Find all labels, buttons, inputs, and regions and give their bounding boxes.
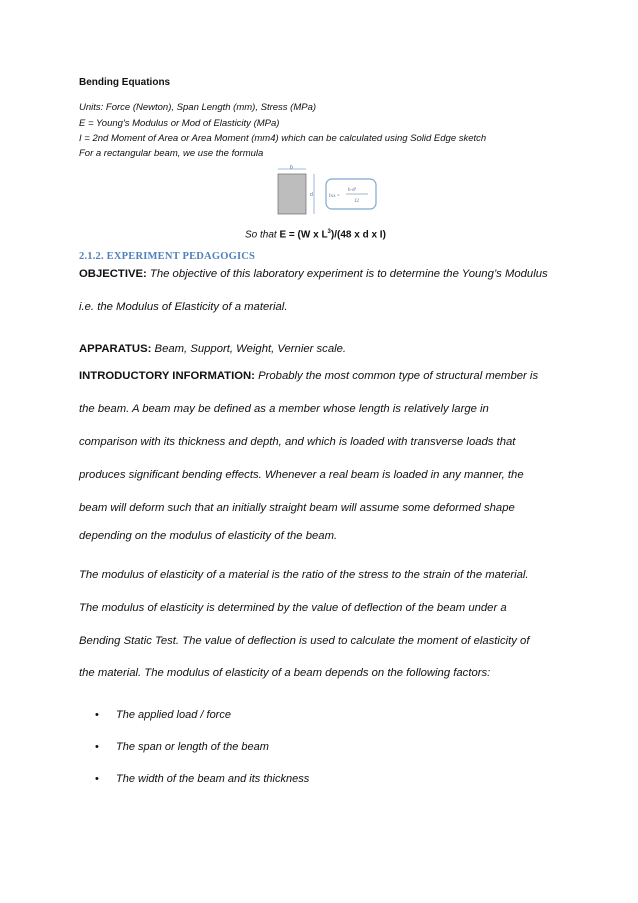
paragraph-line-3: Bending Static Test. The value of deflection is used to calculate the moment of elasticity of xyxy=(79,635,530,647)
apparatus-line xyxy=(79,343,346,355)
so-that-prefix: So that xyxy=(245,229,277,241)
intro-label: INTRODUCTORY INFORMATION: xyxy=(79,370,255,382)
units-line: Units: Force (Newton), Span Length (mm), Stress (MPa) xyxy=(79,102,317,113)
paragraph-line-1: The modulus of elasticity of a material is the ratio of the stress to the strain of the material. xyxy=(79,569,529,581)
formula-denominator: 12 xyxy=(354,199,359,204)
bullet-item: The applied load / force xyxy=(116,709,231,721)
intro-line-5: beam will deform such that an initially straight beam will assume some deformed shape xyxy=(79,502,515,514)
beam-cross-section-figure xyxy=(268,165,378,217)
section-title: Bending Equations xyxy=(79,77,171,88)
modulus-formula xyxy=(245,229,386,240)
formula-part-b: )/(48 x d x I) xyxy=(330,229,386,241)
intro-line-1 xyxy=(79,370,538,382)
bullet-dot-icon: • xyxy=(95,741,99,753)
formula-part-a: E = (W x L xyxy=(279,229,328,241)
bullet-item: The width of the beam and its thickness xyxy=(116,773,310,785)
rectangular-beam-line: For a rectangular beam, we use the formula xyxy=(79,148,264,159)
beam-rectangle xyxy=(278,174,306,214)
formula-exponent: 3 xyxy=(327,229,331,235)
apparatus-label: APPARATUS: xyxy=(79,343,152,355)
youngs-modulus-line: E = Young's Modulus or Mod of Elasticity (MPa) xyxy=(79,118,280,129)
objective-line-2: i.e. the Modulus of Elasticity of a material. xyxy=(79,301,288,313)
intro-line-4: produces significant bending effects. Whenever a real beam is loaded in any manner, the xyxy=(79,469,524,481)
objective-line-1 xyxy=(79,268,548,280)
paragraph-line-4: the material. The modulus of elasticity of a beam depends on the following factors: xyxy=(79,667,491,679)
objective-text: The objective of this laboratory experiment is to determine the Young’s Modulus xyxy=(146,268,548,280)
apparatus-text: Beam, Support, Weight, Vernier scale. xyxy=(151,343,347,355)
intro-line-3: comparison with its thickness and depth, and which is loaded with transverse loads that xyxy=(79,436,516,448)
bullet-dot-icon: • xyxy=(95,773,99,785)
objective-label: OBJECTIVE: xyxy=(79,268,147,280)
figure-label-b: b xyxy=(290,165,293,171)
figure-label-d: d xyxy=(310,192,313,198)
bullet-dot-icon: • xyxy=(95,709,99,721)
moment-of-area-line: I = 2nd Moment of Area or Area Moment (mm4) which can be calculated using Solid Edge sketch xyxy=(79,133,487,144)
formula-lhs: Ixx = xyxy=(329,194,340,199)
intro-line-2: the beam. A beam may be defined as a member whose length is relatively large in xyxy=(79,403,489,415)
section-heading: 2.1.2. EXPERIMENT PEDAGOGICS xyxy=(79,251,256,262)
paragraph-line-2: The modulus of elasticity is determined by the value of deflection of the beam under a xyxy=(79,602,507,614)
intro-line-6: depending on the modulus of elasticity of the beam. xyxy=(79,530,338,542)
formula-numerator: b·d³ xyxy=(348,188,357,193)
bullet-item: The span or length of the beam xyxy=(116,741,269,753)
intro-text: Probably the most common type of structural member is xyxy=(254,370,539,382)
